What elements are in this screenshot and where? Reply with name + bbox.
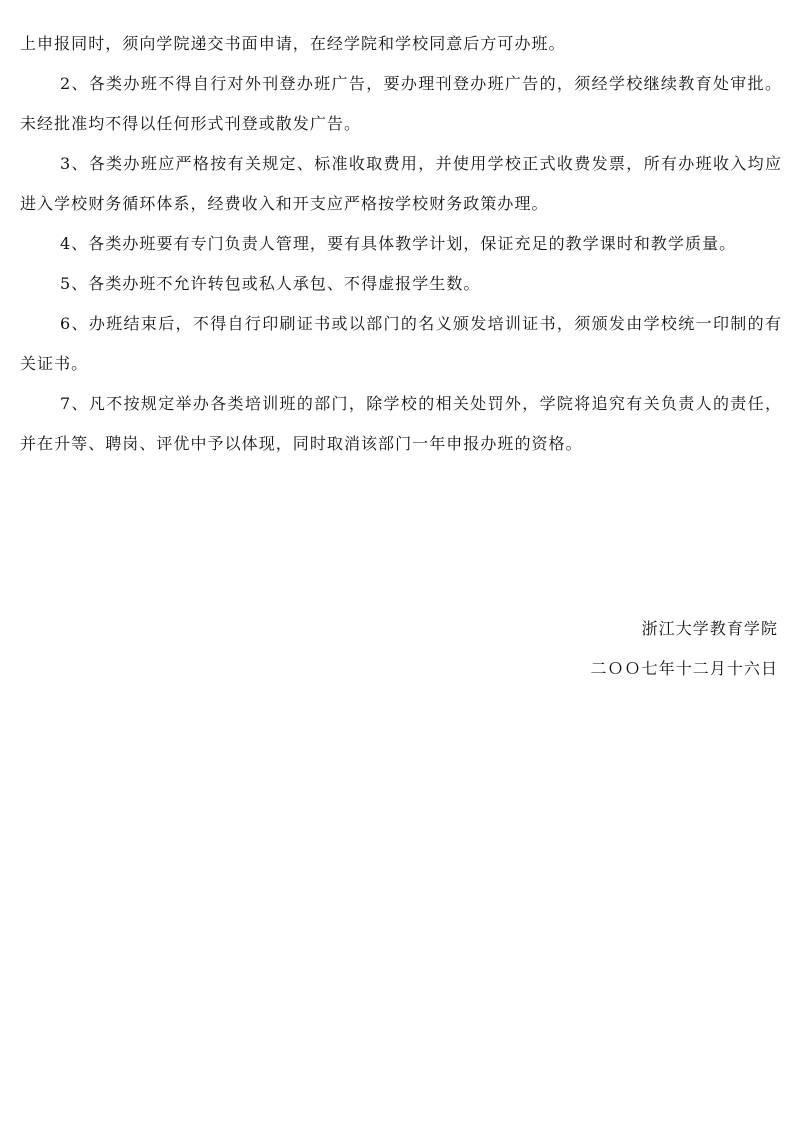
rule-item-4: 4、各类办班要有专门负责人管理，要有具体教学计划，保证充足的教学课时和教学质量。: [60, 234, 737, 253]
rule-item-6: 6、办班结束后，不得自行印刷证书或以部门的名义颁发培训证书，须颁发由学校统一印制的有关证书。: [20, 314, 782, 373]
rule-item-5: 5、各类办班不允许转包或私人承包、不得虚报学生数。: [60, 274, 481, 293]
continuation-paragraph: 上申报同时，须向学院递交书面申请，在经学院和学校同意后方可办班。: [20, 34, 566, 53]
issue-date: 二ＯＯ七年十二月十六日: [590, 659, 778, 678]
document-body: [20, 24, 782, 464]
rule-item-7: 7、凡不按规定举办各类培训班的部门，除学校的相关处罚外，学院将追究有关负责人的责任，并在升等、聘岗、评优中予以体现，同时取消该部门一年申报办班的资格。: [20, 394, 782, 453]
rule-item-2: 2、各类办班不得自行对外刊登办班广告，要办理刊登办班广告的，须经学校继续教育处审批。未经批准均不得以任何形式刊登或散发广告。: [20, 74, 782, 133]
signature-block: [590, 609, 778, 689]
rule-item-3: 3、各类办班应严格按有关规定、标准收取费用，并使用学校正式收费发票，所有办班收入均应进入学校财务循环体系，经费收入和开支应严格按学校财务政策办理。: [20, 154, 782, 213]
issuer-name: 浙江大学教育学院: [641, 619, 778, 638]
